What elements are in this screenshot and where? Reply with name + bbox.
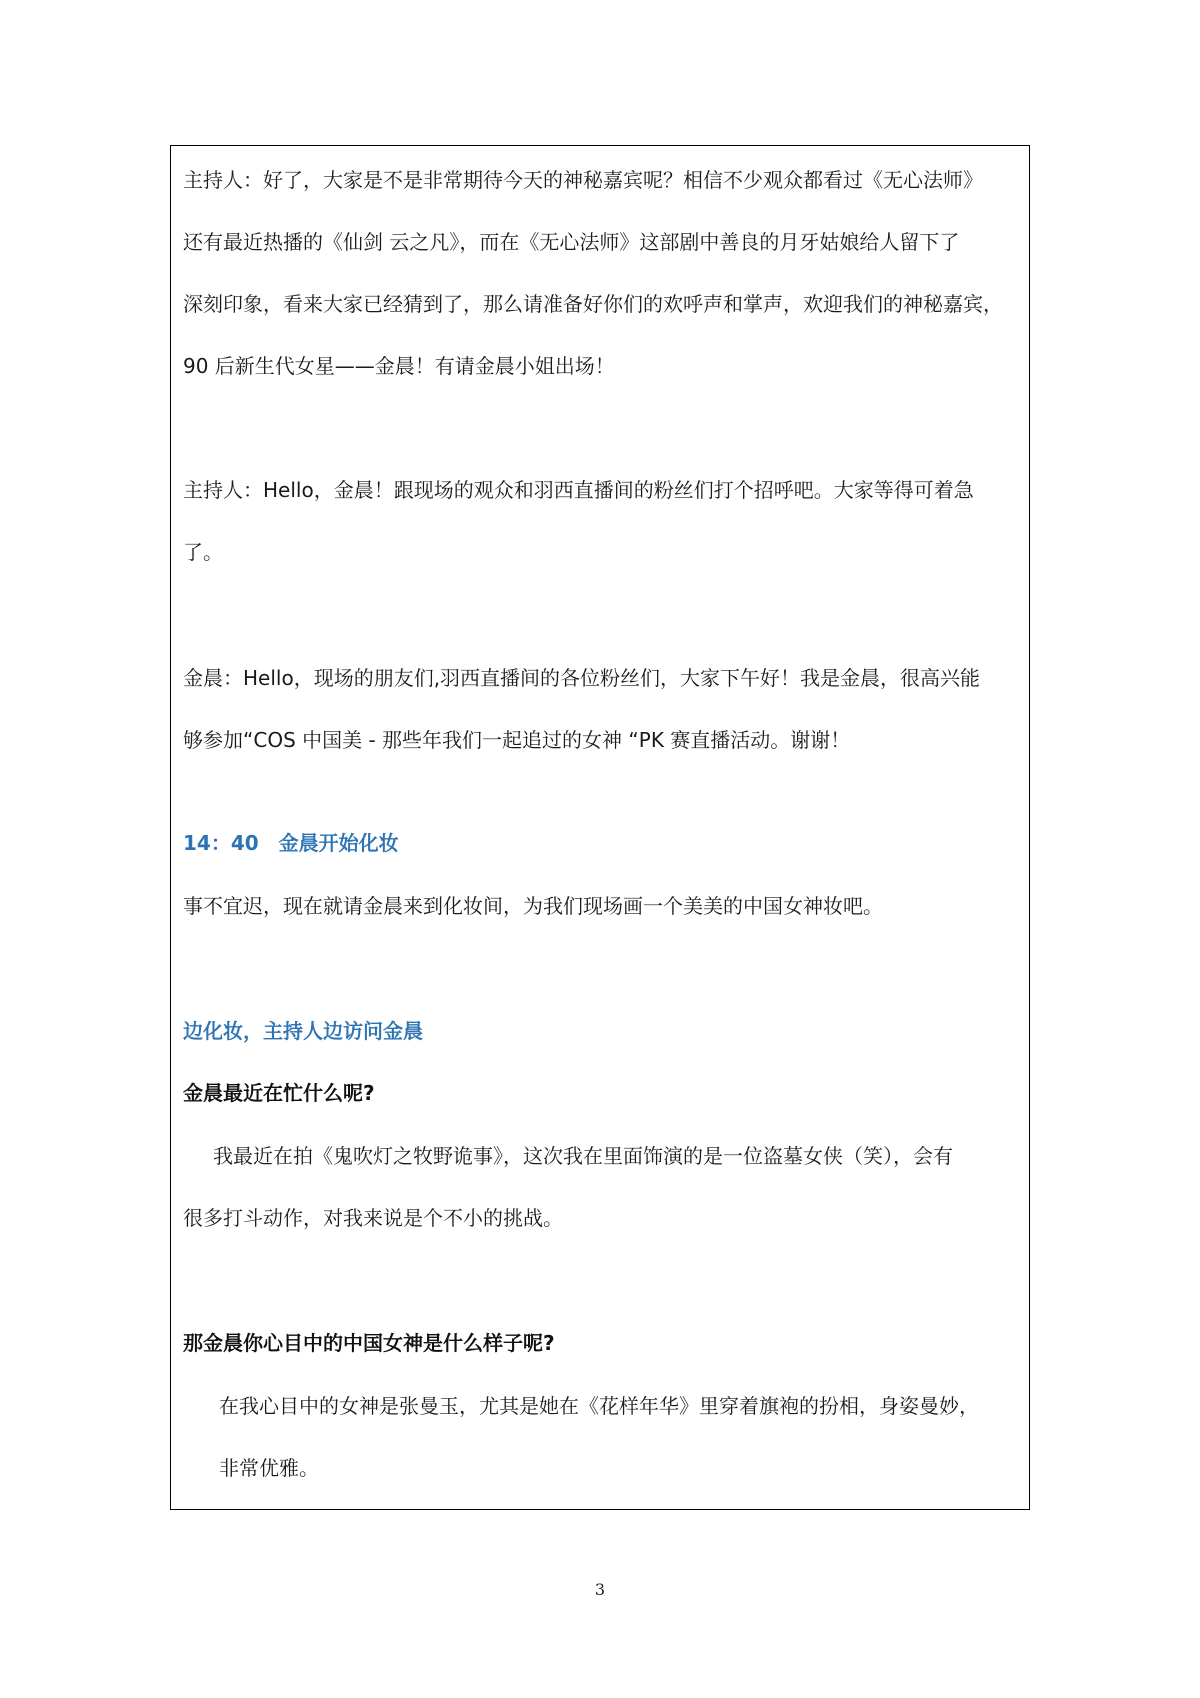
host-intro-line-3: 深刻印象，看来大家已经猜到了，那么请准备好你们的欢呼声和掌声，欢迎我们的神秘嘉宾， bbox=[183, 292, 1003, 316]
guest-reply-line-2: 够参加“COS 中国美 - 那些年我们一起追过的女神 “PK 赛直播活动。谢谢！ bbox=[183, 728, 851, 752]
host-intro-line-1: 主持人：好了，大家是不是非常期待今天的神秘嘉宾呢？相信不少观众都看过《无心法师》 bbox=[183, 168, 983, 192]
question-2: 那金晨你心目中的中国女神是什么样子呢? bbox=[183, 1331, 555, 1355]
content-table-cell bbox=[170, 145, 1030, 1510]
answer-2-line-1: 在我心目中的女神是张曼玉，尤其是她在《花样年华》里穿着旗袍的扮相，身姿曼妙， bbox=[219, 1394, 979, 1418]
answer-2-line-2: 非常优雅。 bbox=[219, 1456, 319, 1480]
interview-heading: 边化妆，主持人边访问金晨 bbox=[183, 1019, 423, 1043]
guest-reply-line-1: 金晨：Hello，现场的朋友们,羽西直播间的各位粉丝们，大家下午好！我是金晨，很高兴能 bbox=[183, 666, 981, 690]
answer-1-line-2: 很多打斗动作，对我来说是个不小的挑战。 bbox=[183, 1206, 563, 1230]
page-number: 3 bbox=[594, 1580, 606, 1599]
host-greeting-line-1: 主持人：Hello，金晨！跟现场的观众和羽西直播间的粉丝们打个招呼吧。大家等得可着急 bbox=[183, 478, 974, 502]
makeup-start-text: 事不宜迟，现在就请金晨来到化妆间，为我们现场画一个美美的中国女神妆吧。 bbox=[183, 894, 883, 918]
question-1: 金晨最近在忙什么呢? bbox=[183, 1081, 375, 1105]
answer-1-line-1: 我最近在拍《鬼吹灯之牧野诡事》，这次我在里面饰演的是一位盗墓女侠（笑），会有 bbox=[213, 1144, 953, 1168]
makeup-start-heading: 14：40 金晨开始化妆 bbox=[183, 831, 399, 855]
host-intro-line-2: 还有最近热播的《仙剑 云之凡》，而在《无心法师》这部剧中善良的月牙姑娘给人留下了 bbox=[183, 230, 960, 254]
host-greeting-line-2: 了。 bbox=[183, 540, 223, 564]
host-intro-line-4: 90 后新生代女星——金晨！有请金晨小姐出场！ bbox=[183, 354, 615, 378]
